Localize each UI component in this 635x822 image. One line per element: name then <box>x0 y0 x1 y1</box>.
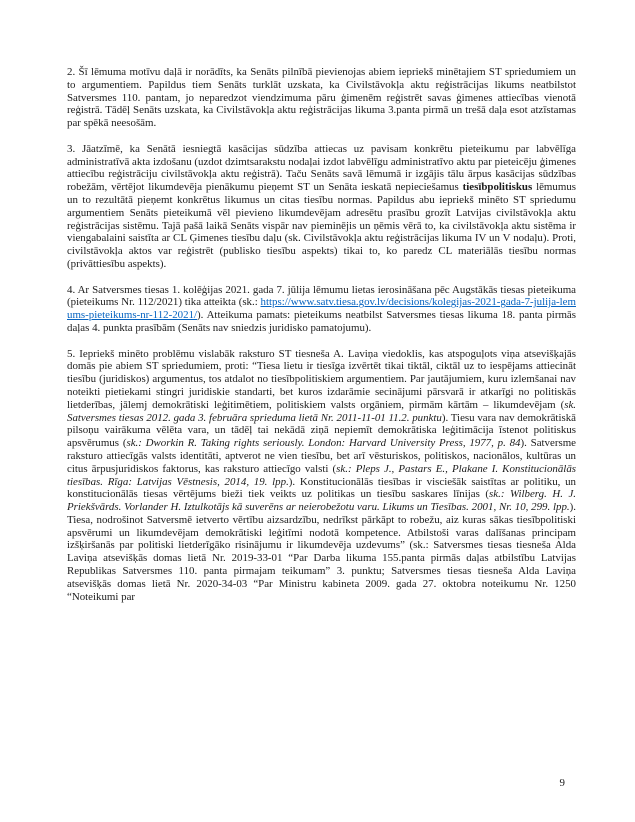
text-run: 3. Jāatzīmē, ka Senātā iesniegtā kasācijas sūdzība attiecas uz pavisam konkrētu pieteikumu par labvēlīga administratīvā akta izdošanu (uzdot dzimtsarakstu nodaļai izdot labvēlīgu administratīvo aktu par pieteicēju ģimenes attiecību reģistrāciju civilstāvokļa aktu reģistrā). Taču Senāts savā lēmumā ir izgājis tālu ārpus kasācijas sūdzības robežām, vērtējot likumdevēja pienākumu pieņemt ST un Senāta ieskatā nepieciešamus <box>67 142 576 194</box>
text-run: ). Satversme raksturo attiecīgās valsts identitāti, aptverot ne vien tiesību, bet arī vēsturiskos, politiskos, nacionālos, kultūras un citus ārpusjuridiskos faktorus, kas raksturo attiecīgo valsti ( <box>67 437 577 475</box>
text-run: sk. Satversmes tiesas 2012. gada 3. februāra sprieduma lietā Nr. 2011-11-01 11.2. punktu <box>67 398 576 424</box>
text-run: ). Tiesu vara nav demokrātiskā pilsoņu vairākuma vēlēta vara, un tādēļ tai nekādā ziņā nepiemīt demokrātiska leģitimācija īstenot politiskus apsvērumus ( <box>67 411 576 450</box>
text-run: ). Konstitucionālās tiesības ir visciešāk saistītas ar politiku, un konstitucionālās tiesas vērtējums bieži tiek veikts uz politikas un tiesību saskares līnijas ( <box>67 475 577 501</box>
text-run: 5. Iepriekš minēto problēmu vislabāk raksturo ST tiesneša A. Laviņa viedoklis, kas atspoguļots viņa atsevišķajās domās pie abiem ST spriedumiem, proti: “Tiesa lietu ir tiesīga izvērtēt tikai tiktāl, ciktāl uz to iespējams attiecināt tiesību (juridiskos) argumentus, tos atdalot no tiesībpolitiskiem argumentiem. Par jautājumiem, kuru izlemšanai nav noteikti pietiekami stingri juridiskie standarti, bet kuros izdarāmie secinājumi pārsvarā ir atkarīgi no politiskās lietderības, jālemj demokrātiski leģitimētiem, politiskiem valsts orgāniem, pirmām kārtām – likumdevējam ( <box>67 347 576 411</box>
text-run: lēmumus un to rezultātā pieņemt konkrētus likumus un citas tiesību normas. Papildus abu iepriekš minēto ST spriedumu argumentiem Senāts pieteikumā vēl pievieno likumdevējam adresētu prasību grozīt Latvijas civilstāvokļa aktu reģistrācijas sistēmu. Tajā pašā laikā Senāts vispār nav pieminējis un ņēmis vērā to, ka civilstāvokļa aktu sistēma ir viengabalaini saistīta ar CL Ģimenes tiesību daļu (sk. Civilstāvokļa aktu reģistrācijas likuma IV un V nodaļu). Proti, civilstāvokļa aktos var reģistrēt (publisko tiesību aspekts) tikai to, ko paredz CL materiālās tiesību normas (privāttiesību aspekts). <box>67 181 576 270</box>
text-run: sk.: Dworkin R. Taking rights seriously. London: Harvard University Press, 1977, p. 84 <box>126 437 521 450</box>
text-run: ). Tiesa, nodrošinot Satversmē ietverto vērtību aizsardzību, nedrīkst pārkāpt to robežu, aiz kuras sākas tiesībpolitiski apsvērumi un likumdevējam demokrātiski leģitīmi nodotā kompetence. Atbilstoši varas dalīšanas principam izšķiršanās par politiski lietderīgāko risinājumu ir likumdevēja uzdevums” (sk.: Satversmes tiesas tiesneša Alda Laviņa atsevišķās domas lietā Nr. 2019-33-01 “Par Darba likuma 155.panta pirmās daļas atbilstību Latvijas Republikas Satversmes 110. panta pirmajam teikumam” 3. punktu; Satversmes tiesas tiesneša Alda Laviņa atsevišķās domas lietā Nr. 2020-34-03 “Par Ministru kabineta 2009. gada 27. oktobra noteikumu Nr. 1250 “Noteikumi par <box>67 501 576 603</box>
text-run: sk.: Wilberg. H. J. Priekšvārds. Vorlander H. Iztulkotājs kā suverēns ar neierobežotu varu. Likums un Tiesības. 2001, Nr. 10, 299. lpp. <box>67 488 577 514</box>
document-body <box>67 66 576 603</box>
decision-hyperlink[interactable]: https://www.satv.tiesa.gov.lv/decisions/kolegijas-2021-gada-7-julija-lemums-pieteikums-nr-112-2021/ <box>67 296 576 322</box>
text-run: ). Atteikuma pamats: pieteikums neatbilst Satversmes tiesas likuma 18. panta pirmās daļas 4. punkta prasībām (Senāts nav sniedzis juridisko pamatojumu). <box>67 309 576 334</box>
text-run: 4. Ar Satversmes tiesas 1. kolēģijas 2021. gada 7. jūlija lēmumu lietas ierosināšana pēc Augstākās tiesas pieteikuma (pieteikums Nr. 112/2021) tika atteikta (sk.: <box>67 283 576 309</box>
paragraph-4 <box>67 284 576 335</box>
paragraph-5 <box>67 348 576 604</box>
page-number: 9 <box>559 777 565 790</box>
text-run: sk.: Pleps J., Pastars E., Plakane I. Konstitucionālās tiesības. Rīga: Latvijas Vēstnesis, 2014, 19. lpp. <box>67 462 577 488</box>
paragraph-2 <box>67 66 576 130</box>
paragraph-3 <box>67 143 576 271</box>
text-run: tiesībpolitiskus <box>462 181 533 194</box>
text-run: 2. Šī lēmuma motīvu daļā ir norādīts, ka Senāts pilnībā pievienojas abiem iepriekš minētajiem ST spriedumiem un to argumentiem. Papildus tiem Senāts turklāt uzskata, ka Civilstāvokļa aktu reģistrācijas likums neatbilstot Satversmes 110. pantam, jo neparedzot viendzimuma pāru ģimenēm reģistrēt savas ģimenes attiecības vienotā reģistrā. Tādēļ Senāts uzskata, ka Civilstāvokļa aktu reģistrācijas likuma 3.panta pirmā un trešā daļa esot atzīstamas par spēkā neesošām. <box>67 66 576 130</box>
